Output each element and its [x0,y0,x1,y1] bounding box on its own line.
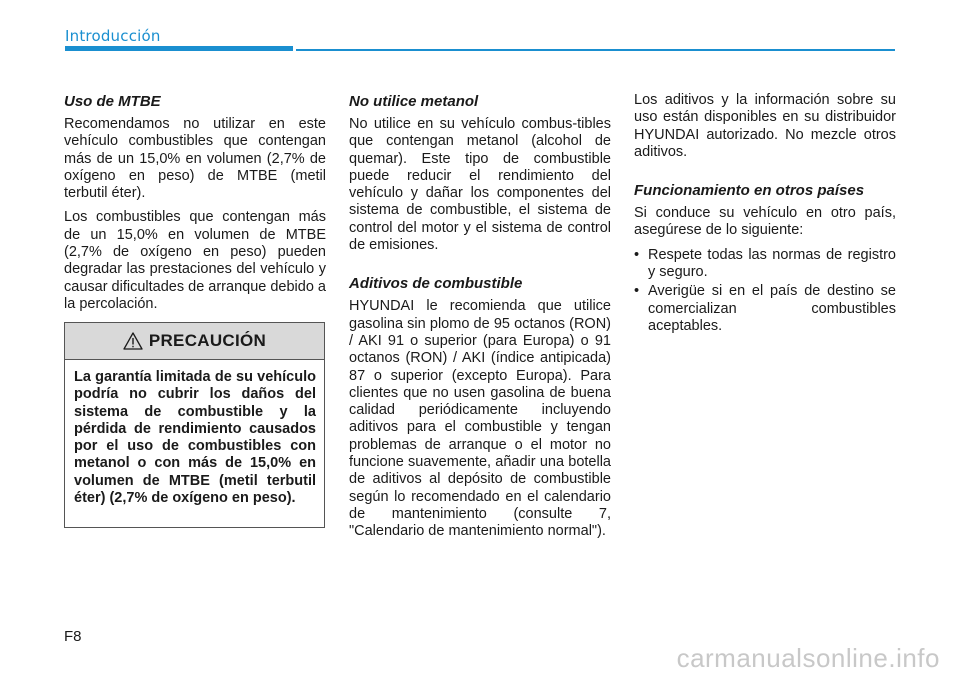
caution-box [64,322,325,528]
caution-text: La garantía limitada de su vehículo podría no cubrir los daños del sistema de combustible y la pérdida de rendimiento causados por el uso de combustibles con metanol o con más de 15,0% en volumen de MTBE (metil terbutil éter) (2,7% de oxígeno en peso). [74,369,316,507]
bullet-list [634,247,896,335]
watermark: carmanualsonline.info [676,643,940,673]
warning-triangle-icon [123,332,143,350]
section-title: Introducción [65,27,161,45]
column-middle [349,92,611,548]
heading-aditivos: Aditivos de combustible [349,275,523,293]
paragraph-aditivos-info: Los aditivos y la información sobre su uso están disponibles en su distribuidor HYUNDAI autorizado. No mezcle otros aditivos. [634,92,896,160]
heading-metanol: No utilice metanol [349,93,479,110]
caution-header [65,323,324,360]
paragraph-otros-paises: Si conduce su vehículo en otro país, asegúrese de lo siguiente: [634,205,896,239]
page-number: F8 [64,628,82,645]
paragraph-aditivos: HYUNDAI le recomienda que utilice gasolina sin plomo de 95 octanos (RON) / AKI 91 o superior (para Europa) o 91 octanos (RON) / AKI (índice antipicada) 87 o superior (excepto Europa). Para clientes que no usen gasolina de buena calidad periódicamente incluyendo aditivos para el combustible y tengan problemas de arranque o el motor no funcione suavemente, añadir una botella de aditivos al depósito de combustible según lo recomendado en el calendario de mantenimiento (consulte 7, "Calendario de mantenimiento normal"). [349,298,611,540]
column-left [64,92,326,320]
paragraph-metanol: No utilice en su vehículo combus-tibles que contengan metanol (alcohol de quemar). Este tipo de combustible puede reducir el rendimiento del vehículo y dañar los componentes del sistema de combustible, el sistema de control del motor y el sistema de control de emisiones. [349,116,611,254]
list-item: • Averigüe si en el país de destino se comercializan combustibles aceptables. [634,283,896,335]
paragraph-mtbe-1: Recomendamos no utilizar en este vehículo combustibles que contengan más de un 15,0% en volumen (2,7% de oxígeno en peso) de MTBE (metil terbutil éter). [64,116,326,202]
heading-mtbe: Uso de MTBE [64,93,161,110]
list-item: • Respete todas las normas de registro y seguro. [634,247,896,282]
header-rule-thin [296,49,895,51]
header-rule-thick [65,46,293,51]
paragraph-mtbe-2: Los combustibles que contengan más de un 15,0% en volumen de MTBE (2,7% de oxígeno en peso) pueden degradar las prestaciones del vehículo y causar dificultades de arranque debido a la percolación. [64,209,326,312]
caution-title: PRECAUCIÓN [148,331,267,350]
column-right [634,92,896,337]
heading-otros-paises: Funcionamiento en otros países [634,182,865,200]
